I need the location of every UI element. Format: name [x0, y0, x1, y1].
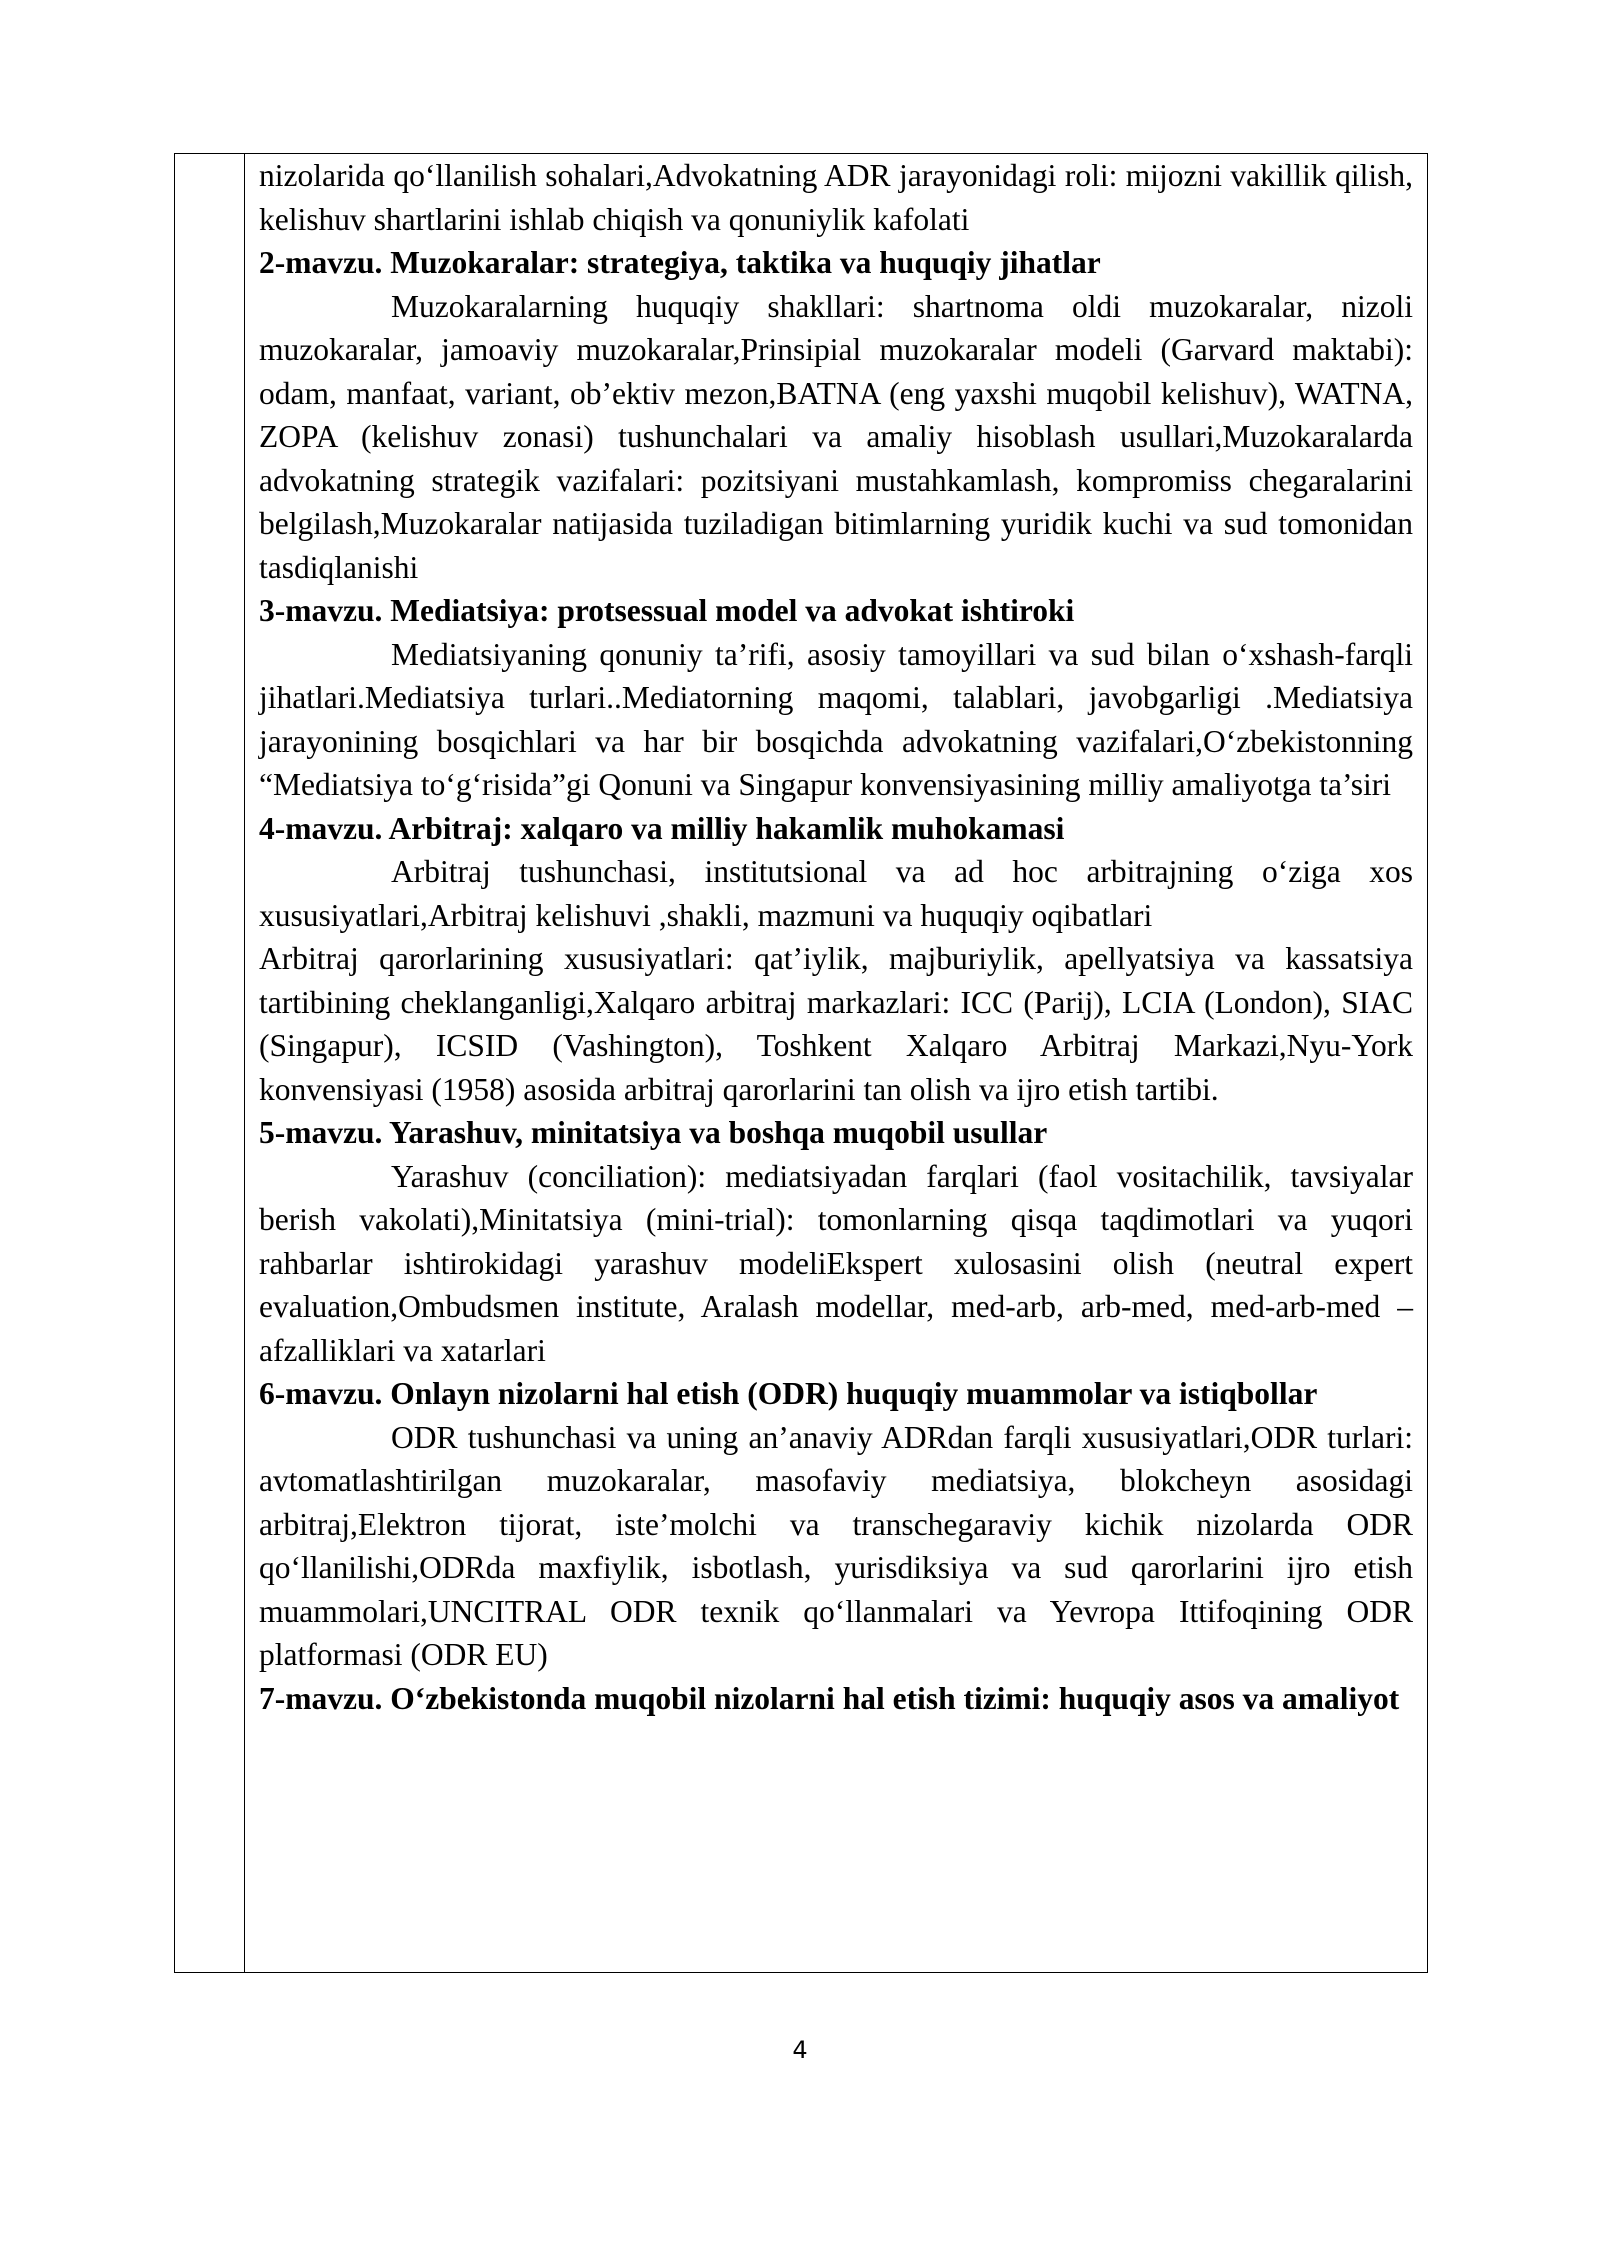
table-right-column [245, 154, 1427, 1972]
topic-3-body: Mediatsiyaning qonuniy ta’rifi, asosiy tamoyillari va sud bilan o‘xshash-farqli jihatlari.Mediatsiya turlari..Mediatorning maqomi, talablari, javobgarligi .Mediatsiya jarayonining bosqichlari va har bir bosqichda advokatning vazifalari,O‘zbekistonning “Mediatsiya to‘g‘risida”gi Qonuni va Singapur konvensiyasining milliy amaliyotga ta’siri [259, 636, 1413, 802]
topic-2-heading: 2-mavzu. Muzokaralar: strategiya, taktika va huquqiy jihatlar [259, 245, 1101, 280]
topic-4-body-continued: Arbitraj qarorlarining xususiyatlari: qat’iylik, majburiylik, apellyatsiya va kassatsiya tartibining cheklanganligi,Xalqaro arbitraj markazlari: ICC (Parij), LCIA (London), SIAC (Singapur), ICSID (Vashington), Toshkent Xalqaro Arbitraj Markazi,Nyu-York konvensiyasi (1958) asosida arbitraj qarorlarini tan olish va ijro etish tartibi. [259, 941, 1413, 1107]
topic-4-body: Arbitraj tushunchasi, institutsional va ad hoc arbitrajning o‘ziga xos xususiyatlari,Arbitraj kelishuvi ,shakli, mazmuni va huquqiy oqibatlari [259, 854, 1413, 933]
page-number: 4 [792, 2036, 808, 2064]
content-table [174, 153, 1428, 1973]
topic-2-body: Muzokaralarning huquqiy shakllari: shartnoma oldi muzokaralar, nizoli muzokaralar, jamoaviy muzokaralar,Prinsipial muzokaralar modeli (Garvard maktabi): odam, manfaat, variant, ob’ektiv mezon,BATNA (eng yaxshi muqobil kelishuv), WATNA, ZOPA (kelishuv zonasi) tushunchalari va amaliy hisoblash usullari,Muzokaralarda advokatning strategik vazifalari: pozitsiyani mustahkamlash, kompromiss chegaralarini belgilash,Muzokaralar natijasida tuziladigan bitimlarning yuridik kuchi va sud tomonidan tasdiqlanishi [259, 288, 1413, 585]
topic-7-heading: 7-mavzu. O‘zbekistonda muqobil nizolarni hal etish tizimi: huquqiy asos va amaliyot [259, 1680, 1400, 1716]
table-left-column [175, 154, 245, 1972]
topic-4-heading: 4-mavzu. Arbitraj: xalqaro va milliy hakamlik muhokamasi [259, 810, 1065, 846]
topic-3-heading: 3-mavzu. Mediatsiya: protsessual model va advokat ishtiroki [259, 593, 1075, 628]
topic-6-heading: 6-mavzu. Onlayn nizolarni hal etish (ODR) huquqiy muammolar va istiqbollar [259, 1376, 1318, 1411]
intro-text: nizolarida qo‘llanilish sohalari,Advokatning ADR jarayonidagi roli: mijozni vakillik qilish, kelishuv shartlarini ishlab chiqish va qonuniylik kafolati [259, 158, 1413, 237]
topic-6-body: ODR tushunchasi va uning an’anaviy ADRdan farqli xususiyatlari,ODR turlari: avtomatlashtirilgan muzokaralar, masofaviy mediatsiya, blokcheyn asosidagi arbitraj,Elektron tijorat, iste’molchi va transchegaraviy kichik nizolarda ODR qo‘llanilishi,ODRda maxfiylik, isbotlash, yurisdiksiya va sud qarorlarini ijro etish muammolari,UNCITRAL ODR texnik qo‘llanmalari va Yevropa Ittifoqining ODR platformasi (ODR EU) [259, 1419, 1413, 1672]
topic-5-heading: 5-mavzu. Yarashuv, minitatsiya va boshqa muqobil usullar [259, 1115, 1048, 1150]
topic-5-body: Yarashuv (conciliation): mediatsiyadan farqlari (faol vositachilik, tavsiyalar berish vakolati),Minitatsiya (mini-trial): tomonlarning qisqa taqdimotlari va yuqori rahbarlar ishtirokidagi yarashuv modeliEkspert xulosasini olish (neutral expert evaluation,Ombudsmen institute, Aralash modellar, med-arb, arb-med, med-arb-med – afzalliklari va xatarlari [259, 1158, 1413, 1368]
